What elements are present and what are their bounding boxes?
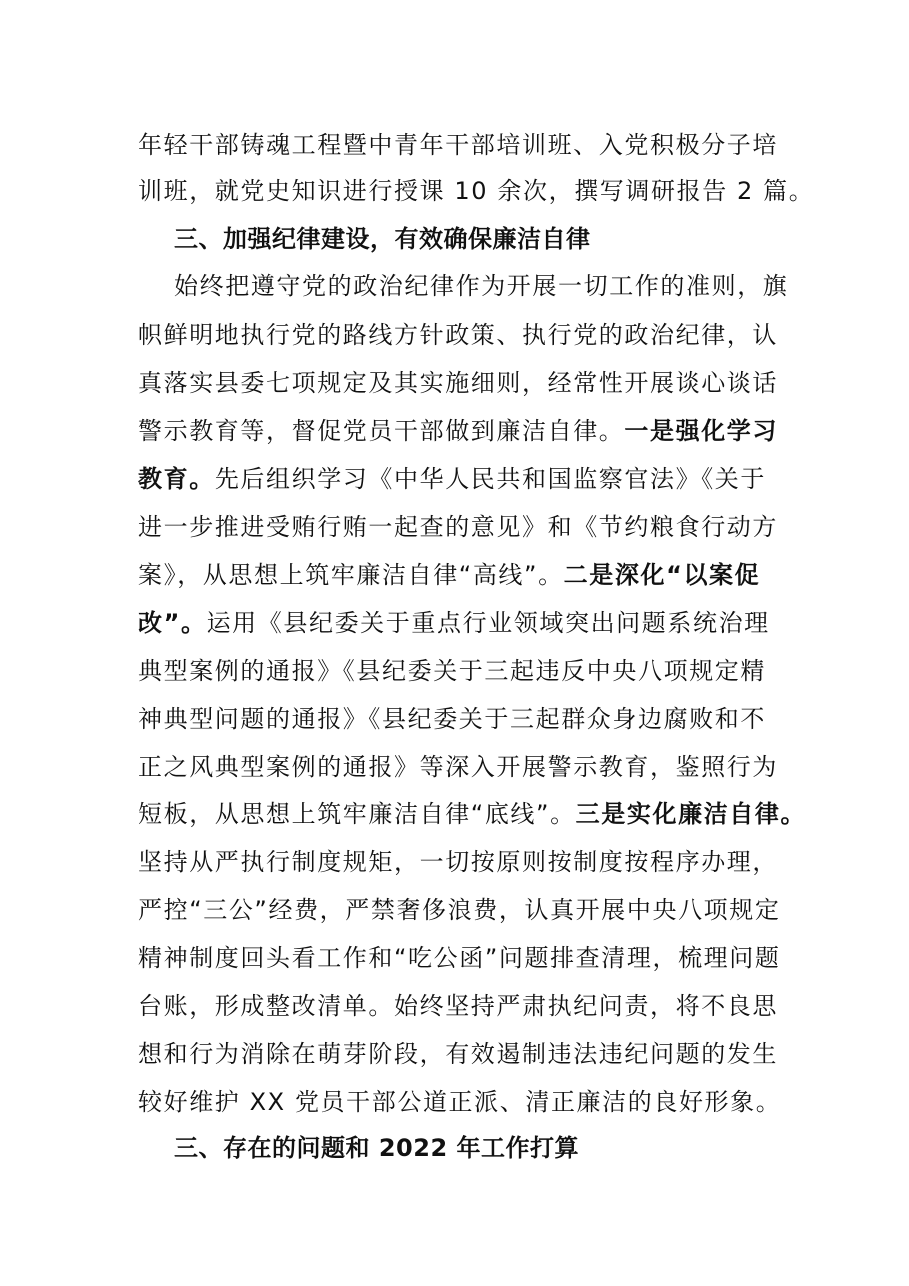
body-text: 短板，从思想上筑牢廉洁自律“底线”。 <box>138 800 576 828</box>
body-text: 进一步推进受贿行贿一起查的意见》和《节约粮食行动方 <box>138 513 778 541</box>
paragraph-line <box>138 462 818 496</box>
body-text: 先后组织学习《中华人民共和国监察官法》《关于 <box>214 465 767 493</box>
paragraph-line <box>138 174 818 208</box>
paragraph-line <box>138 654 818 688</box>
body-text: 严控“三公”经费，严禁奢侈浪费，认真开展中央八项规定 <box>138 896 781 924</box>
paragraph-line <box>138 941 818 975</box>
body-text: 案》，从思想上筑牢廉洁自律“高线”。 <box>138 561 564 589</box>
body-text: 神典型问题的通报》《县纪委关于三起群众身边腐败和不 <box>138 705 766 733</box>
body-text: 坚持从严执行制度规矩，一切按原则按制度按程序办理， <box>138 848 778 876</box>
body-text: 警示教育等，督促党员干部做到廉洁自律。 <box>138 417 625 445</box>
paragraph-line <box>138 510 818 544</box>
paragraph-line <box>138 797 818 831</box>
body-text: 帜鲜明地执行党的路线方针政策、执行党的政治纪律，认 <box>138 321 778 349</box>
bold-text: 一是强化学习 <box>624 417 779 445</box>
bold-text: 教育。 <box>138 465 215 493</box>
paragraph-line <box>138 606 818 640</box>
body-text: 精神制度回头看工作和“吃公函”问题排查清理，梳理问题 <box>138 944 781 972</box>
body-text: 典型案例的通报》《县纪委关于三起违反中央八项规定精 <box>138 657 766 685</box>
body-text: 训班，就党史知识进行授课 10 余次，撰写调研报告 2 篇。 <box>138 177 815 205</box>
body-text: 年轻干部铸魂工程暨中青年干部培训班、入党积极分子培 <box>138 131 778 159</box>
paragraph-line <box>138 318 818 352</box>
section-heading: 三、存在的问题和 2022 年工作打算 <box>174 1134 580 1162</box>
paragraph-line <box>138 750 818 784</box>
paragraph-line <box>138 366 818 400</box>
paragraph-line <box>174 269 814 303</box>
paragraph-line <box>138 702 818 736</box>
paragraph-line <box>138 128 818 162</box>
body-text: 始终把遵守党的政治纪律作为开展一切工作的准则，旗 <box>174 272 789 300</box>
bold-text: 三是实化廉洁自律。 <box>575 800 807 828</box>
bold-text: 改”。 <box>138 609 207 637</box>
paragraph-line <box>138 893 818 927</box>
paragraph-line <box>138 989 818 1023</box>
body-text: 想和行为消除在萌芽阶段，有效遏制违法违纪问题的发生 <box>138 1040 778 1068</box>
body-text: 运用《县纪委关于重点行业领域突出问题系统治理 <box>206 609 770 637</box>
paragraph-line <box>138 845 818 879</box>
paragraph-line <box>138 414 818 448</box>
paragraph-line <box>138 1085 818 1119</box>
body-text: 较好维护 XX 党员干部公道正派、清正廉洁的良好形象。 <box>138 1088 782 1116</box>
body-text: 正之风典型案例的通报》等深入开展警示教育，鉴照行为 <box>138 753 778 781</box>
section-heading: 三、加强纪律建设，有效确保廉洁自律 <box>174 225 591 253</box>
body-text: 台账，形成整改清单。始终坚持严肃执纪问责，将不良思 <box>138 992 778 1020</box>
bold-text: 二是深化“以案促 <box>563 561 761 589</box>
paragraph-line <box>138 1037 818 1071</box>
body-text: 真落实县委七项规定及其实施细则，经常性开展谈心谈话 <box>138 369 778 397</box>
paragraph-line <box>138 558 818 592</box>
